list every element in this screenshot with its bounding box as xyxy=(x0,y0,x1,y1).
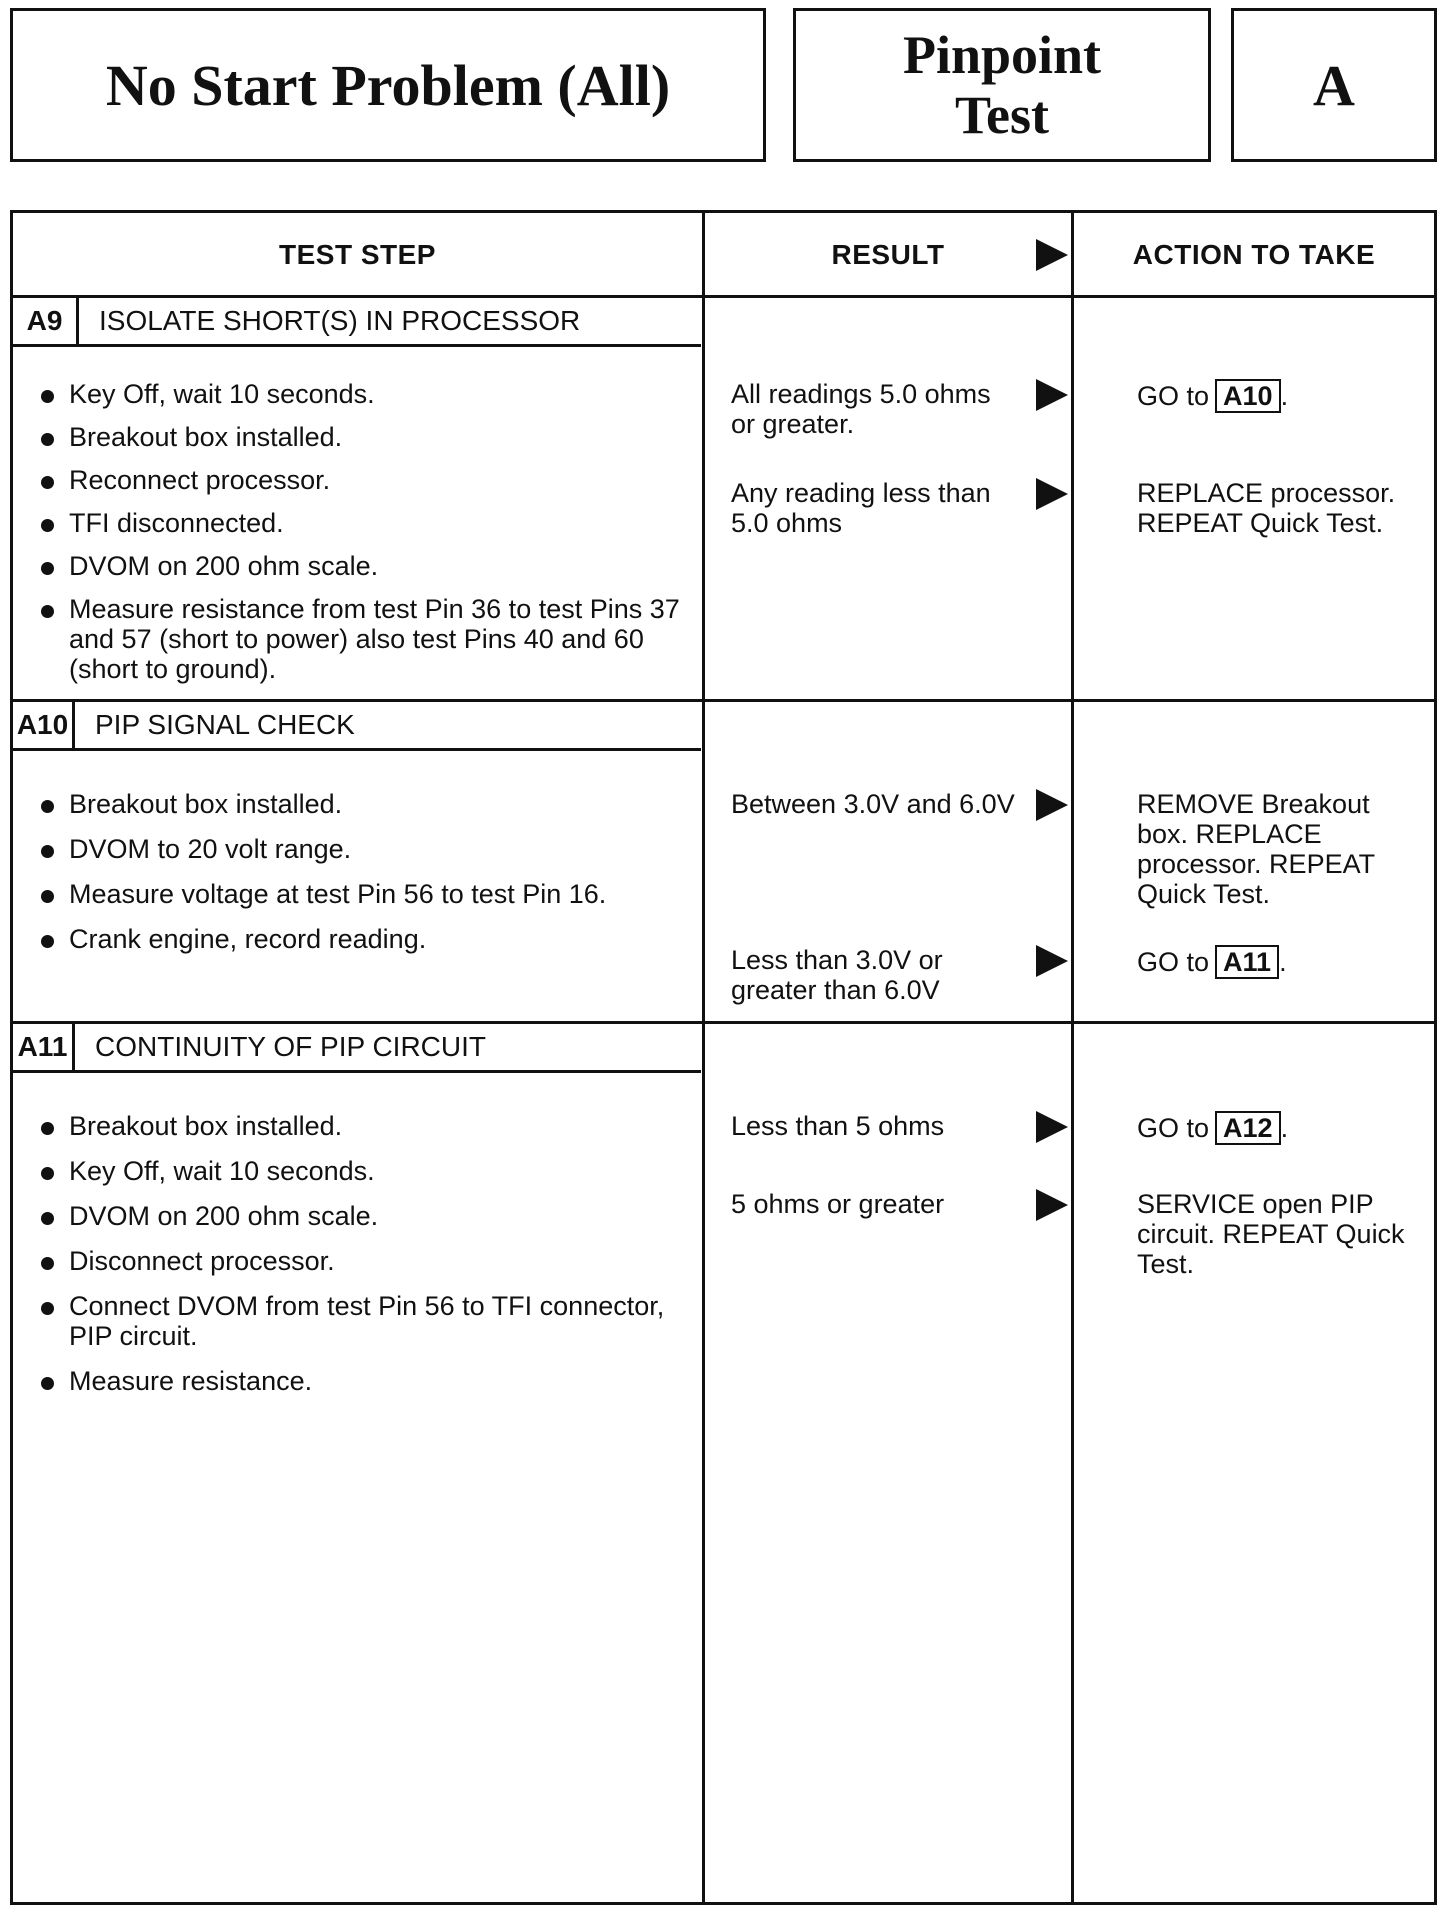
step-a9-instructions xyxy=(39,379,699,684)
action-a11-1-suffix: . xyxy=(1280,1113,1289,1143)
pinpoint-line-2: Test xyxy=(954,85,1049,145)
list-item: Breakout box installed. xyxy=(39,789,699,819)
action-a9-2: REPLACE processor. REPEAT Quick Test. xyxy=(1137,478,1396,538)
action-a10-1: REMOVE Breakout box. REPLACE processor. REPEAT Quick Test. xyxy=(1137,789,1375,909)
list-item: Reconnect processor. xyxy=(39,465,699,495)
step-title-a11: CONTINUITY OF PIP CIRCUIT xyxy=(95,1031,486,1062)
arrow-icon xyxy=(1036,1111,1068,1148)
step-header-a9 xyxy=(13,298,701,347)
column-divider xyxy=(1071,213,1074,1902)
step-ref-a10[interactable]: A10 xyxy=(1215,379,1281,413)
list-item: Measure voltage at test Pin 56 to test Pin 16. xyxy=(39,879,699,909)
action-a10-2-suffix: . xyxy=(1279,947,1287,977)
arrow-icon xyxy=(1036,379,1068,416)
step-id-a10: A10 xyxy=(13,702,75,748)
step-id-a9: A9 xyxy=(13,298,79,344)
step-header-a10 xyxy=(13,702,701,751)
result-a9-1: All readings 5.0 ohms or greater. xyxy=(731,379,991,439)
test-letter-text: A xyxy=(1313,52,1355,118)
step-a11-instructions xyxy=(39,1111,699,1396)
arrow-icon xyxy=(1036,478,1068,515)
result-a10-2: Less than 3.0V or greater than 6.0V xyxy=(731,945,943,1005)
action-a9-1-suffix: . xyxy=(1280,381,1289,411)
list-item: DVOM on 200 ohm scale. xyxy=(39,551,699,581)
header-arrow-icon xyxy=(1036,239,1068,276)
action-a10-2-prefix: GO to xyxy=(1137,947,1210,977)
step-ref-a12[interactable]: A12 xyxy=(1215,1111,1281,1145)
action-a11-1 xyxy=(1137,1111,1427,1145)
list-item: Key Off, wait 10 seconds. xyxy=(39,1156,699,1186)
pinpoint-test-label xyxy=(793,8,1211,162)
list-item: Connect DVOM from test Pin 56 to TFI connector, PIP circuit. xyxy=(39,1291,699,1351)
list-item: Measure resistance. xyxy=(39,1366,699,1396)
page-title xyxy=(10,8,766,162)
result-a11-1: Less than 5 ohms xyxy=(731,1111,945,1141)
page-title-text: No Start Problem (All) xyxy=(105,52,671,118)
arrow-icon xyxy=(1036,789,1068,826)
list-item: Measure resistance from test Pin 36 to test Pins 37 and 57 (short to power) also test Pins 40 and 60 (short to ground). xyxy=(39,594,699,684)
step-header-a11 xyxy=(13,1024,701,1073)
arrow-icon xyxy=(1036,945,1068,982)
list-item: DVOM on 200 ohm scale. xyxy=(39,1201,699,1231)
column-divider xyxy=(702,213,705,1902)
step-title-a10: PIP SIGNAL CHECK xyxy=(95,709,355,740)
list-item: Crank engine, record reading. xyxy=(39,924,699,954)
list-item: Breakout box installed. xyxy=(39,422,699,452)
arrow-icon xyxy=(1036,1189,1068,1226)
column-header-result xyxy=(705,213,1071,297)
action-a9-1-prefix: GO to xyxy=(1137,381,1210,411)
step-a10-instructions xyxy=(39,789,699,954)
step-ref-a11[interactable]: A11 xyxy=(1215,945,1279,979)
column-header-test-step-text: TEST STEP xyxy=(279,239,436,270)
action-a11-2: SERVICE open PIP circuit. REPEAT Quick Test. xyxy=(1137,1189,1405,1279)
result-a11-2: 5 ohms or greater xyxy=(731,1189,945,1219)
column-header-action-text: ACTION TO TAKE xyxy=(1132,239,1376,270)
result-a10-1: Between 3.0V and 6.0V xyxy=(731,789,1015,819)
result-a9-2: Any reading less than 5.0 ohms xyxy=(731,478,991,538)
list-item: Breakout box installed. xyxy=(39,1111,699,1141)
list-item: TFI disconnected. xyxy=(39,508,699,538)
action-a10-2 xyxy=(1137,945,1427,979)
pinpoint-test-table xyxy=(10,210,1437,1905)
action-a11-1-prefix: GO to xyxy=(1137,1113,1210,1143)
column-header-test-step xyxy=(13,213,702,297)
column-header-action xyxy=(1074,213,1434,297)
step-id-a11: A11 xyxy=(13,1024,75,1070)
test-letter xyxy=(1231,8,1437,162)
pinpoint-line-1: Pinpoint xyxy=(902,25,1102,85)
column-header-result-text: RESULT xyxy=(831,239,945,270)
list-item: Key Off, wait 10 seconds. xyxy=(39,379,699,409)
list-item: DVOM to 20 volt range. xyxy=(39,834,699,864)
action-a9-1 xyxy=(1137,379,1427,413)
list-item: Disconnect processor. xyxy=(39,1246,699,1276)
step-title-a9: ISOLATE SHORT(S) IN PROCESSOR xyxy=(99,305,581,336)
